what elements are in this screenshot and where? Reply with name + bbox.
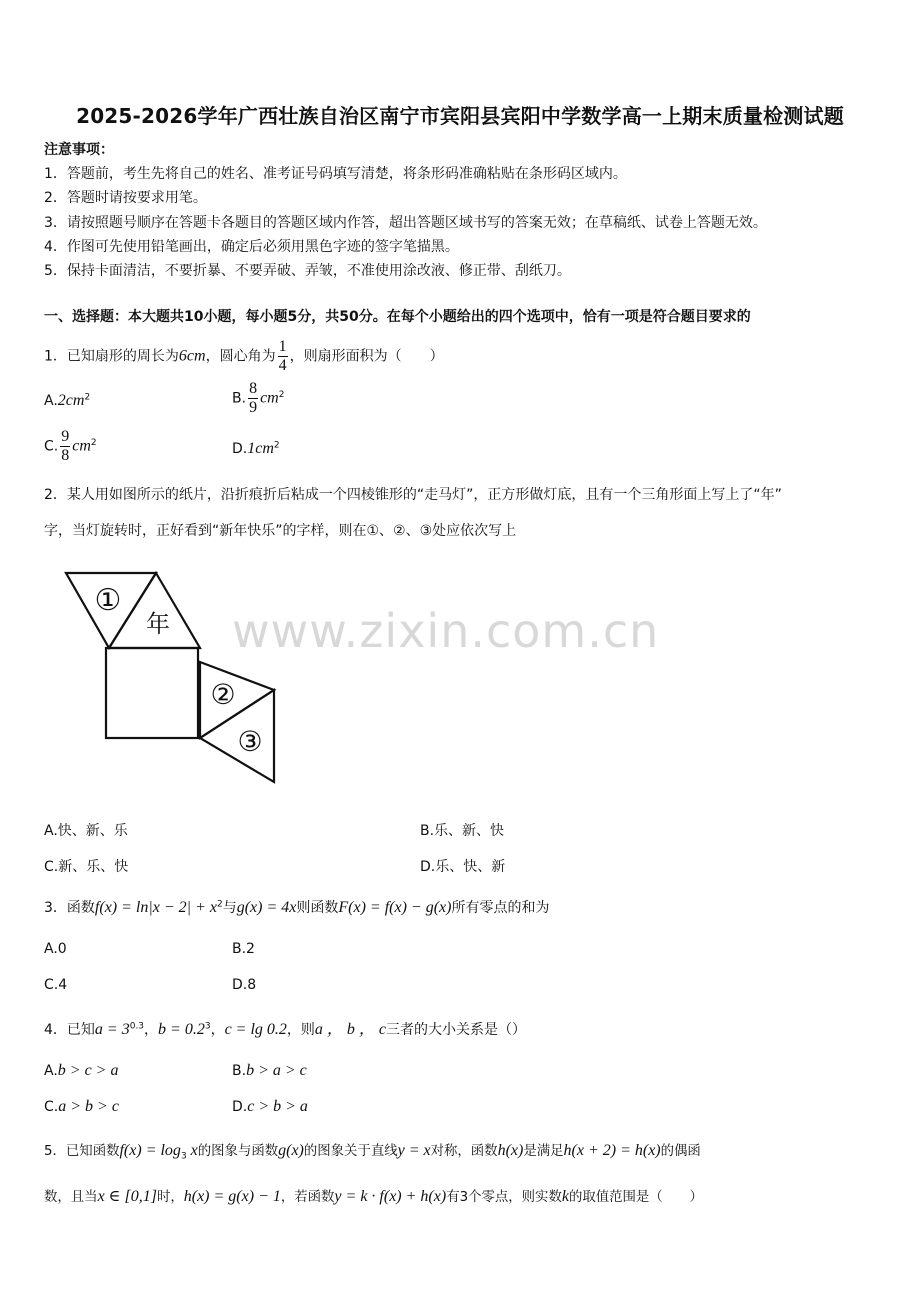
- q5-text: 的图象与函数: [197, 1144, 279, 1159]
- q1-text-mid: ，圆心角为: [205, 348, 276, 365]
- q4-c-expression: c = lg 0.2: [224, 1021, 287, 1038]
- option-label: B.: [232, 1063, 247, 1079]
- exponent: 2: [90, 437, 97, 448]
- exponent: 2: [84, 392, 91, 403]
- q4-a-expression: a = 3: [94, 1021, 130, 1038]
- exponent: 2: [273, 440, 280, 451]
- q5-h-definition: h(x) = g(x) − 1: [183, 1188, 281, 1205]
- q5-text: 时，: [156, 1190, 184, 1205]
- q1-perimeter: 6cm: [178, 347, 206, 365]
- circled-two-label: ②: [210, 678, 236, 711]
- option-value: 1cm: [247, 440, 274, 457]
- q5-text: 数，且当: [44, 1190, 98, 1205]
- option-label: C.: [44, 1099, 59, 1115]
- q5-text: 的取值范围是（ ）: [568, 1190, 703, 1205]
- q1-option-a[interactable]: [44, 392, 90, 410]
- q4-text-post: ，则: [286, 1022, 315, 1038]
- exponent: 2: [216, 899, 223, 910]
- q3-option-b[interactable]: B.2: [232, 941, 255, 957]
- exponent: 2: [278, 389, 285, 400]
- q3-option-a[interactable]: A.0: [44, 941, 67, 957]
- q4-b-expression: b = 0.2: [158, 1021, 205, 1038]
- question-5-line-2: [44, 1186, 703, 1206]
- fraction-numerator: 8: [249, 380, 258, 397]
- notice-item: 1．答题前，考生先将自己的姓名、准考证号码填写清楚，将条形码准确粘贴在条形码区域内。: [44, 166, 627, 183]
- q5-text: 5．已知函数: [44, 1144, 120, 1159]
- question-2-line-2: 字，当灯旋转时，正好看到“新年快乐”的字样，则在①、②、③处应依次写上: [44, 523, 517, 539]
- question-3: [44, 897, 549, 917]
- q4-option-b[interactable]: [232, 1062, 307, 1080]
- fraction-numerator: 1: [278, 338, 287, 355]
- notice-item: 2．答题时请按要求用笔。: [44, 190, 207, 207]
- q5-h-period-expression: h(x + 2) = h(x): [563, 1142, 661, 1159]
- q2-option-a[interactable]: A.快、新、乐: [44, 823, 128, 839]
- question-1: [44, 338, 444, 375]
- exponent: 0.3: [129, 1021, 145, 1032]
- q5-y-expression: y = k · f(x) + h(x): [334, 1188, 447, 1205]
- q2-option-b[interactable]: B.乐、新、快: [420, 823, 505, 839]
- paper-net-figure: [60, 568, 282, 786]
- option-unit: cm: [72, 437, 91, 455]
- q4-variables: a ， b ， c: [314, 1021, 387, 1038]
- option-value: b > c > a: [57, 1062, 119, 1079]
- q5-f-argument: x: [186, 1142, 198, 1159]
- option-label: A.: [44, 393, 58, 409]
- q3-text-post: 所有零点的和为: [451, 900, 550, 916]
- log-base: 3: [180, 1151, 187, 1162]
- q3-text-mid2: 则函数: [296, 900, 339, 916]
- option-value: c > b > a: [247, 1098, 308, 1115]
- q5-k-variable: k: [561, 1188, 569, 1205]
- option-label: B.: [232, 390, 247, 407]
- q2-option-d[interactable]: D.乐、快、新: [420, 859, 506, 875]
- circled-three-label: ③: [237, 725, 263, 758]
- option-label: D.: [232, 1099, 248, 1115]
- question-4: [44, 1016, 526, 1039]
- option-value: a > b > c: [58, 1098, 119, 1115]
- q4-option-c[interactable]: [44, 1098, 119, 1116]
- fraction-numerator: 9: [61, 428, 70, 445]
- option-unit: cm: [260, 389, 279, 407]
- page-title: 2025-2026学年广西壮族自治区南宁市宾阳县宾阳中学数学高一上期末质量检测试题: [76, 104, 844, 128]
- q4-text-tail: 三者的大小关系是（）: [386, 1022, 527, 1038]
- q3-f-expression: f(x) = ln|x − 2| + x: [94, 899, 217, 916]
- q2-option-c[interactable]: C.新、乐、快: [44, 859, 129, 875]
- option-label: C.: [44, 438, 59, 455]
- watermark: www.zixin.com.cn: [232, 604, 660, 658]
- q5-text: 是满足: [523, 1144, 564, 1159]
- q3-option-c[interactable]: C.4: [44, 977, 68, 993]
- option-label: A.: [44, 1063, 58, 1079]
- fraction-denominator: 9: [249, 399, 258, 416]
- option-fraction: [60, 428, 70, 465]
- q3-g-expression: g(x) = 4x: [236, 899, 297, 916]
- notice-block: [44, 138, 767, 283]
- q5-f-expression: f(x) = log: [119, 1142, 181, 1159]
- option-label: D.: [232, 441, 248, 457]
- nian-label: 年: [146, 610, 170, 638]
- section-heading: 一、选择题：本大题共10小题，每小题5分，共50分。在每个小题给出的四个选项中，恰有一项是符合题目要求的: [44, 309, 751, 325]
- q4-option-d[interactable]: [232, 1098, 308, 1116]
- notice-item: 4．作图可先使用铅笔画出，确定后必须用黑色字迹的签字笔描黑。: [44, 238, 459, 255]
- q1-option-b[interactable]: [232, 380, 284, 417]
- q5-h-expression: h(x): [497, 1142, 524, 1159]
- option-fraction: [248, 380, 258, 417]
- q3-F-expression: F(x) = f(x) − g(x): [338, 899, 452, 916]
- q1-angle-fraction: [278, 338, 288, 375]
- notice-item: 3．请按照题号顺序在答题卡各题目的答题区域内作答，超出答题区域书写的答案无效；在草稿纸、试卷上答题无效。: [44, 214, 767, 231]
- separator: ，: [210, 1022, 225, 1038]
- q1-option-d[interactable]: [232, 440, 280, 458]
- q5-text: 有3个零点，则实数: [446, 1190, 562, 1205]
- q5-text: 的图象关于直线: [303, 1144, 398, 1159]
- q1-option-c[interactable]: [44, 428, 97, 465]
- notice-item: 5．保持卡面清洁，不要折暴、不要弄破、弄皱，不准使用涂改液、修正带、刮纸刀。: [44, 263, 571, 280]
- square-base: [106, 648, 198, 738]
- question-5-line-1: [44, 1140, 701, 1162]
- q5-domain-expression: x ∈ [0,1]: [97, 1188, 157, 1205]
- option-value: 2cm: [57, 392, 85, 409]
- separator: ，: [144, 1022, 159, 1038]
- option-value: b > a > c: [246, 1062, 307, 1079]
- q3-text: 3．函数: [44, 900, 95, 916]
- q5-text: ，若函数: [280, 1190, 335, 1205]
- q5-g-expression: g(x): [278, 1142, 304, 1159]
- question-2-line-1: 2．某人用如图所示的纸片，沿折痕折后粘成一个四棱锥形的“走马灯”，正方形做灯底，且有一个三角形面上写上了“年”: [44, 487, 782, 503]
- q1-text-post: ，则扇形面积为（ ）: [289, 348, 444, 365]
- q1-text: 1．已知扇形的周长为: [44, 348, 179, 365]
- q4-option-a[interactable]: [44, 1062, 118, 1080]
- circled-one-label: ①: [94, 583, 122, 618]
- q4-text: 4．已知: [44, 1022, 95, 1038]
- q5-line-expression: y = x: [397, 1142, 431, 1159]
- notice-heading: 注意事项：: [44, 142, 114, 158]
- fraction-denominator: 4: [278, 357, 287, 374]
- fraction-denominator: 8: [61, 447, 70, 464]
- q5-text: 对称，函数: [430, 1144, 498, 1159]
- exponent: 3: [204, 1021, 211, 1032]
- q3-text-mid: 与: [222, 900, 237, 916]
- q5-text: 的偶函: [660, 1144, 701, 1159]
- q3-option-d[interactable]: D.8: [232, 977, 257, 993]
